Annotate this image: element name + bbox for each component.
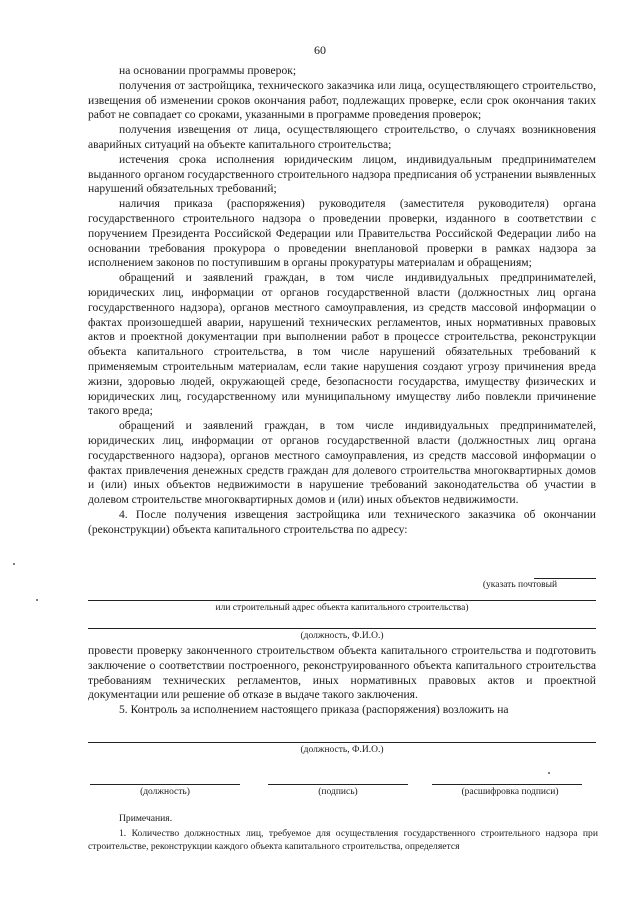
scan-speck bbox=[13, 563, 15, 565]
paragraph: 4. После получения извещения застройщика или технического заказчика об окончании (реконструкции) объекта капитального строительства по адресу: bbox=[88, 507, 596, 536]
signature-decode-caption: (расшифровка подписи) bbox=[461, 787, 559, 797]
signature-sign-caption: (подпись) bbox=[318, 787, 358, 797]
paragraph: наличия приказа (распоряжения) руководителя (заместителя руководителя) органа государственного строительного надзора о проведении проверки, изданного в соответствии с поручением Президента Российской Федерации или Правительства Российской Федерации либо на основании требования прокурора о проведении внеплановой проверки в рамках надзора за исполнением законов по поступившим в органы прокуратуры материалам и обращениям; bbox=[88, 197, 596, 270]
paragraph: обращений и заявлений граждан, в том числе индивидуальных предпринимателей, юридических лиц, информации от органов государственной власти (должностных лиц органа государственного надзора), органов местного самоуправления, из средств массовой информации о фактах произошедшей аварии, нарушений технических регламентов, иных нормативных правовых актов и проектной документации при выполнении работ в процессе строительства, реконструкции объекта капитального строительства, в том числе нарушений обязательных требований к применяемым строительным материалам, если такие нарушения создают угрозу причинения вреда жизни, здоровью людей, окружающей среде, безопасности государства, имуществу физических и юридических лиц, государственному или муниципальному имуществу либо повлекли причинение такого вреда; bbox=[88, 271, 596, 418]
paragraph: на основании программы проверок; bbox=[119, 64, 297, 77]
notes-heading: Примечания. bbox=[119, 813, 173, 824]
signature-position-line bbox=[90, 784, 240, 785]
signature-position-caption: (должность) bbox=[140, 787, 190, 797]
control-paragraph: 5. Контроль за исполнением настоящего приказа (распоряжения) возложить на bbox=[119, 703, 509, 717]
paragraph: получения извещения от лица, осуществляющего строительство, о случаях возникновения аварийных ситуаций на объекте капитального строительства; bbox=[88, 123, 596, 151]
page-number: 60 bbox=[314, 43, 326, 57]
address-caption: или строительный адрес объекта капитального строительства) bbox=[215, 603, 469, 613]
signature-sign-line bbox=[268, 784, 408, 785]
scan-speck bbox=[548, 772, 550, 774]
paragraph: провести проверку законченного строительством объекта капитального строительства и подготовить заключение о соответствии построенного, реконструированного объекта капитального строительства требованиям технических регламентов, иных нормативных правовых актов и проектной документации или решение об отказе в выдаче такого заключения. bbox=[88, 644, 596, 702]
signature-decode-line bbox=[432, 784, 582, 785]
position-fill-line bbox=[88, 628, 596, 629]
paragraph: получения от застройщика, технического заказчика или лица, осуществляющего строительство, извещения об изменении сроков окончания работ, подлежащих проверке, если срок окончания таких работ не совпадает со сроками, указанными в программе проведения проверок; bbox=[88, 78, 596, 122]
after-text bbox=[88, 644, 596, 718]
control-caption: (должность, Ф.И.О.) bbox=[300, 745, 384, 755]
notes-section bbox=[88, 813, 598, 853]
address-fill-line bbox=[88, 600, 596, 601]
paragraph: истечения срока исполнения юридическим лицом, индивидуальным предпринимателем выданного органом государственного строительного надзора предписания об устранении выявленных нарушений обязательных требований; bbox=[88, 152, 596, 196]
address-hint-caption: (указать почтовый bbox=[482, 580, 558, 590]
main-text bbox=[88, 64, 596, 538]
paragraph: обращений и заявлений граждан, в том числе индивидуальных предпринимателей, юридических лиц, информации от органов государственной власти (должностных лиц органа государственного надзора), органов местного самоуправления, из средств массовой информации о фактах привлечения денежных средств граждан для долевого строительства многоквартирных домов и (или) иных объектов недвижимости в нарушение требований законодательства об участии в долевом строительстве многоквартирных домов и (или) иных объектов недвижимости. bbox=[88, 419, 596, 507]
position-caption: (должность, Ф.И.О.) bbox=[300, 631, 384, 641]
scan-speck bbox=[36, 599, 38, 601]
note-item: 1. Количество должностных лиц, требуемое для осуществления государственного строительного надзора при строительстве, реконструкции каждого объекта капитального строительства, определяется bbox=[88, 828, 598, 852]
address-fill-line bbox=[534, 578, 596, 579]
control-fill-line bbox=[88, 742, 596, 743]
